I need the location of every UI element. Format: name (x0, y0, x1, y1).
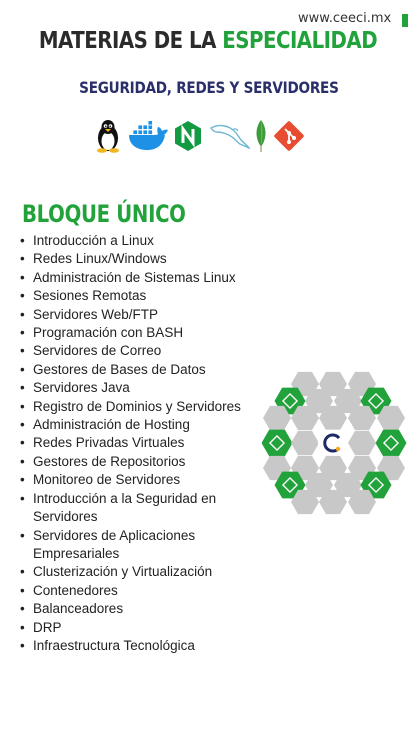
git-icon (273, 120, 305, 152)
topic-list-item: • Registro de Dominios y Servidores (20, 398, 270, 416)
title-part-1: MATERIAS DE LA (38, 28, 216, 54)
topic-list-item: • Sesiones Remotas (20, 287, 270, 305)
topic-list-item: • Programación con BASH (20, 324, 270, 342)
linux-tux-icon (95, 119, 121, 153)
topic-list-item: • Administración de Hosting (20, 416, 270, 434)
docker-icon (127, 121, 169, 151)
topic-list-item: • Contenedores (20, 582, 270, 600)
hex-icon-handshake (262, 430, 293, 457)
nginx-icon (174, 120, 202, 152)
hex-tile (291, 431, 319, 455)
topic-list (20, 232, 270, 655)
topic-list-item: • Redes Privadas Virtuales (20, 434, 270, 452)
topic-list-item: • Clusterización y Virtualización (20, 563, 270, 581)
topic-list-item: • Administración de Sistemas Linux (20, 269, 270, 287)
site-url[interactable]: www.ceeci.mx (298, 11, 392, 26)
corner-accent-mark (402, 14, 408, 27)
topic-list-item: • Redes Linux/Windows (20, 250, 270, 268)
topic-list-item: • Gestores de Bases de Datos (20, 361, 270, 379)
topic-list-item: • Monitoreo de Servidores (20, 471, 270, 489)
hex-icon-gear (376, 430, 407, 457)
mongodb-leaf-icon (253, 119, 269, 153)
section-title: BLOQUE ÚNICO (22, 200, 186, 228)
hex-tile (348, 431, 376, 455)
topic-list-item: • Servidores Web/FTP (20, 306, 270, 324)
topic-list-item: • Balanceadores (20, 600, 270, 618)
topic-list-item: • DRP (20, 619, 270, 637)
hexagon-cluster-svg (262, 368, 412, 520)
ceeci-logo-dot (336, 447, 340, 451)
topic-list-item: • Introducción a Linux (20, 232, 270, 250)
topic-list-item: • Gestores de Repositorios (20, 453, 270, 471)
page-subtitle: SEGURIDAD, REDES Y SERVIDORES (79, 78, 339, 97)
topic-list-item: • Servidores de Correo (20, 342, 270, 360)
hexagon-cluster-graphic (262, 368, 412, 525)
topic-list-item: • Servidores Java (20, 379, 270, 397)
title-part-2: ESPECIALIDAD (222, 28, 378, 54)
topic-list-item: • Servidores de Aplicaciones Empresariales (20, 527, 270, 564)
topic-list-item: • Infraestructura Tecnológica (20, 637, 270, 655)
topic-list-item: • Introducción a la Seguridad en Servidores (20, 490, 270, 527)
page-title (29, 28, 387, 54)
mysql-dolphin-icon (208, 121, 250, 151)
